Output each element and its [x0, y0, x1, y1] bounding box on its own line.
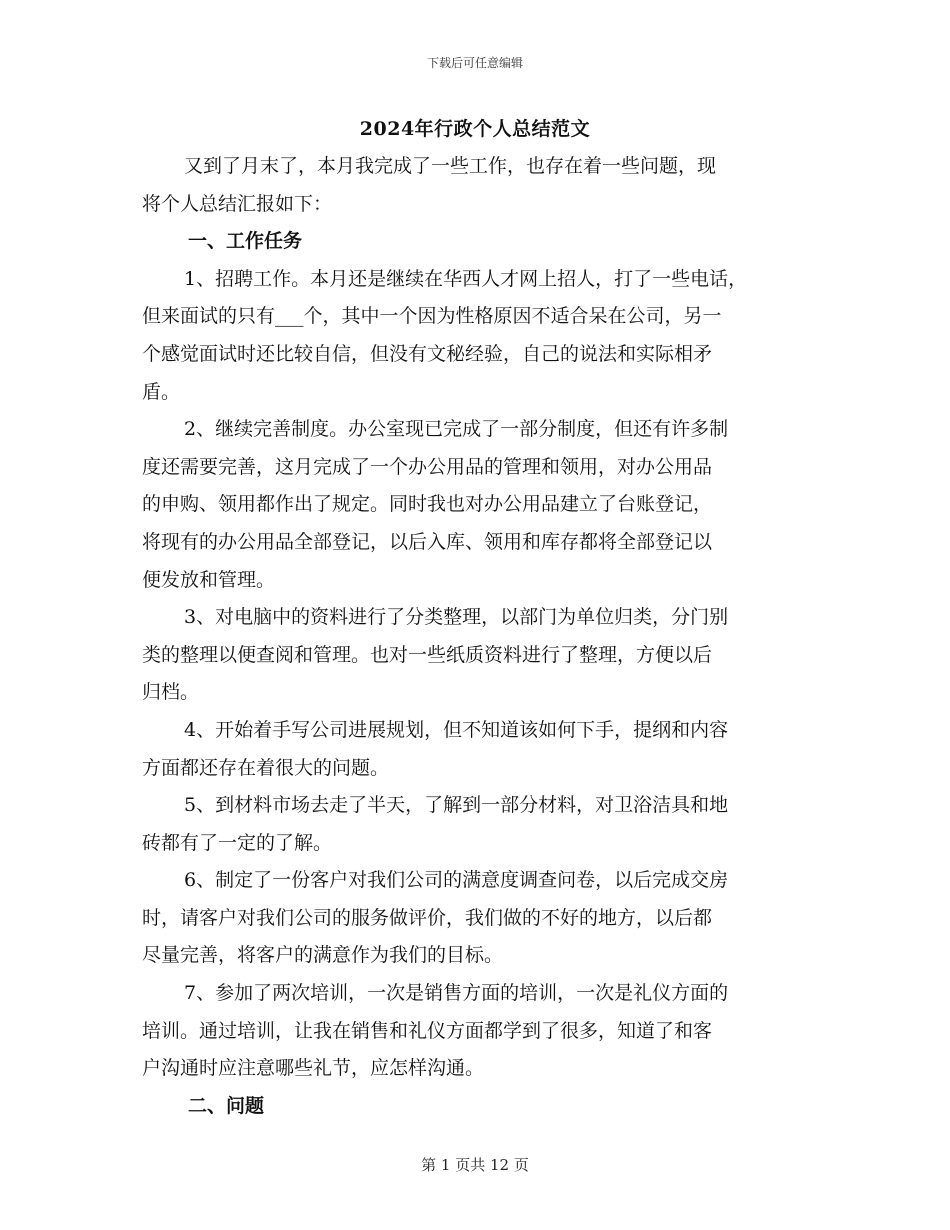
paragraph-line: 砖都有了一定的了解。 [142, 831, 333, 854]
paragraph-line: 2、继续完善制度。办公室现已完成了一部分制度，但还有许多制 [184, 418, 729, 441]
paragraph-line: 便发放和管理。 [142, 568, 276, 591]
paragraph-line: 将个人总结汇报如下： [142, 192, 333, 215]
paragraph-line: 类的整理以便查阅和管理。也对一些纸质资料进行了整理，方便以后 [142, 643, 713, 666]
paragraph-line: 归档。 [142, 681, 200, 704]
paragraph-line: 的申购、领用都作出了规定。同时我也对办公用品建立了台账登记， [142, 493, 713, 516]
paragraph-line: 但来面试的只有___个，其中一个因为性格原因不适合呆在公司，另一 [142, 305, 722, 328]
paragraph-line: 时，请客户对我们公司的服务做评价，我们做的不好的地方，以后都 [142, 906, 713, 929]
document-body [142, 148, 810, 1125]
paragraph-line: 度还需要完善，这月完成了一个办公用品的管理和领用，对办公用品 [142, 455, 713, 478]
paragraph-line: 1、招聘工作。本月还是继续在华西人才网上招人，打了一些电话， [184, 267, 748, 290]
section-heading: 二、问题 [188, 1094, 265, 1117]
paragraph-line: 4、开始着手写公司进展规划，但不知道该如何下手，提纲和内容 [184, 718, 729, 741]
paragraph-line: 又到了月末了，本月我完成了一些工作，也存在着一些问题，现 [184, 155, 717, 177]
paragraph-line: 3、对电脑中的资料进行了分类整理，以部门为单位归类，分门别 [184, 606, 729, 629]
paragraph-line: 7、参加了两次培训，一次是销售方面的培训，一次是礼仪方面的 [184, 982, 729, 1005]
paragraph-line: 盾。 [142, 380, 181, 403]
paragraph-line: 方面都还存在着很大的问题。 [142, 756, 390, 779]
section-heading: 一、工作任务 [188, 230, 303, 253]
paragraph-line: 将现有的办公用品全部登记，以后入库、领用和库存都将全部登记以 [142, 530, 713, 553]
paragraph-line: 6、制定了一份客户对我们公司的满意度调查问卷，以后完成交房 [184, 869, 729, 892]
page-number: 第 1 页共 12 页 [421, 1156, 529, 1174]
document-title: 2024年行政个人总结范文 [359, 118, 591, 140]
paragraph-line: 个感觉面试时还比较自信，但没有文秘经验，自己的说法和实际相矛 [142, 342, 713, 365]
paragraph-line: 5、到材料市场去走了半天，了解到一部分材料，对卫浴洁具和地 [184, 794, 729, 817]
paragraph-line: 培训。通过培训，让我在销售和礼仪方面都学到了很多，知道了和客 [142, 1019, 713, 1042]
page-header-note: 下载后可任意编辑 [426, 56, 523, 70]
paragraph-line: 尽量完善，将客户的满意作为我们的目标。 [142, 944, 504, 967]
paragraph-line: 户沟通时应注意哪些礼节，应怎样沟通。 [142, 1057, 485, 1080]
